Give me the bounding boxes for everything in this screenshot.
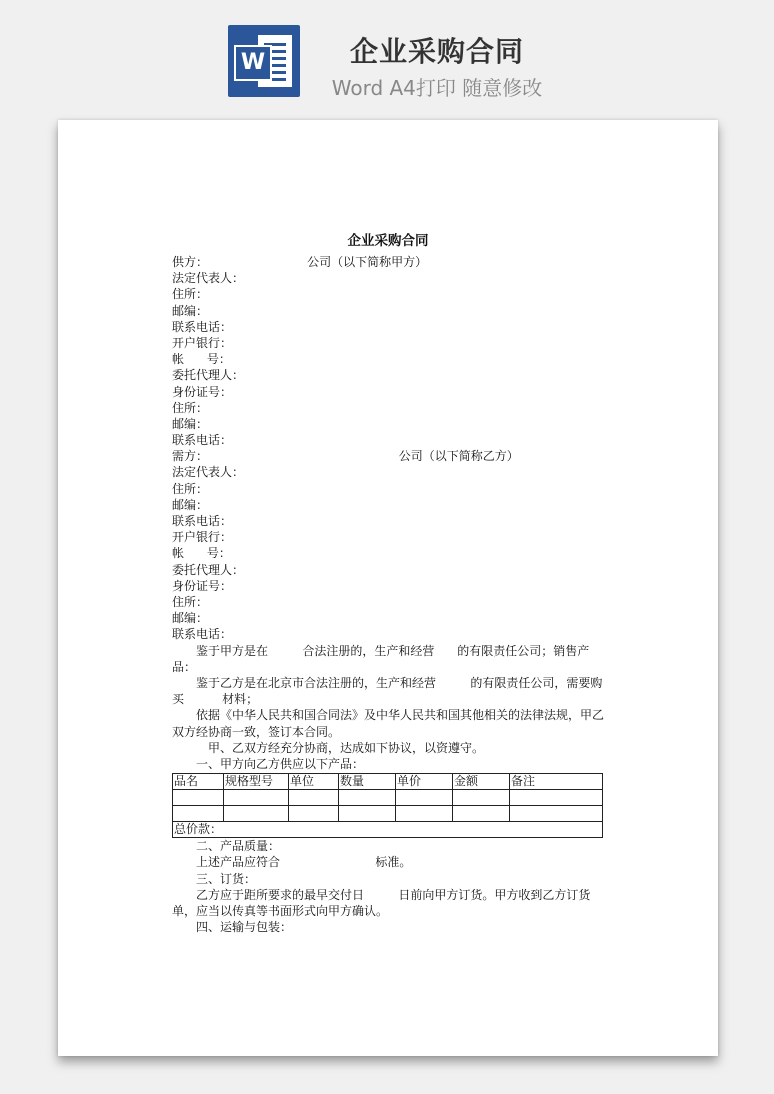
party-line: 委托代理人：	[172, 562, 245, 577]
party-line: 帐 号：	[172, 546, 231, 561]
header-subtitle: Word A4打印 随意修改	[331, 76, 543, 100]
table-header-cell: 金额	[453, 774, 510, 790]
party-line: 住所：	[172, 400, 209, 415]
table-cell	[510, 790, 603, 806]
party-line: 开户银行：	[172, 335, 233, 350]
table-header-cell: 单价	[396, 774, 453, 790]
party-line: 联系电话：	[172, 319, 233, 334]
table-cell	[224, 790, 289, 806]
party-line: 邮编：	[172, 416, 209, 431]
paragraph: 上述产品应符合 标准。	[196, 855, 412, 870]
party-line: 法定代表人：	[172, 271, 245, 286]
party-line: 开户银行：	[172, 530, 233, 545]
party-line: 联系电话：	[172, 627, 233, 642]
header-title: 企业采购合同	[349, 35, 524, 68]
party-line: 邮编：	[172, 611, 209, 626]
total-price-label: 总价款：	[173, 822, 603, 838]
paragraph: 三、订货：	[196, 871, 257, 886]
clauses	[172, 838, 604, 935]
party-line: 需方： 公司（以下简称乙方）	[172, 449, 519, 464]
table-cell	[453, 806, 510, 822]
document-title: 企业采购合同	[347, 233, 429, 249]
table-cell	[339, 790, 396, 806]
party-line: 法定代表人：	[172, 465, 245, 480]
table-cell	[396, 790, 453, 806]
paragraph: 鉴于乙方是在北京市合法注册的，生产和经营 的有限责任公司，需要购买 材料；	[172, 675, 603, 707]
paragraph: 四、运输与包装：	[196, 920, 293, 935]
table-cell	[510, 806, 603, 822]
party-line: 联系电话：	[172, 433, 233, 448]
party-line: 供方： 公司（以下简称甲方）	[172, 255, 428, 269]
paragraph: 鉴于甲方是在 合法注册的，生产和经营 的有限责任公司；销售产品：	[172, 643, 590, 674]
word-icon	[228, 25, 300, 97]
table-row	[173, 790, 603, 806]
document-page	[58, 120, 718, 1056]
table-cell	[396, 806, 453, 822]
table-cell	[173, 806, 224, 822]
table-cell	[453, 790, 510, 806]
party-info	[172, 254, 604, 643]
paragraph: 依据《中华人民共和国合同法》及中华人民共和国其他相关的法律法规，甲乙双方经协商一致，签订本合同。	[172, 708, 605, 739]
table-header-cell: 单位	[289, 774, 339, 790]
word-letter: W	[234, 45, 272, 81]
recitals	[172, 643, 604, 773]
table-cell	[224, 806, 289, 822]
party-line: 联系电话：	[172, 514, 233, 528]
document-body	[172, 232, 604, 935]
table-cell	[289, 806, 339, 822]
table-total-row	[173, 822, 603, 838]
party-line: 住所：	[172, 481, 209, 496]
products-table	[172, 773, 603, 838]
party-line: 身份证号：	[172, 578, 233, 593]
table-header-row	[173, 774, 603, 790]
party-line: 帐 号：	[172, 352, 231, 367]
table-cell	[173, 790, 224, 806]
party-line: 委托代理人：	[172, 368, 245, 383]
table-cell	[339, 806, 396, 822]
party-line: 住所：	[172, 287, 209, 302]
header	[0, 0, 774, 110]
party-line: 身份证号：	[172, 384, 233, 399]
table-cell	[289, 790, 339, 806]
table-header-cell: 规格型号	[224, 774, 289, 790]
paragraph: 乙方应于距所要求的最早交付日 日前向甲方订货。甲方收到乙方订货单，应当以传真等书面形式向甲方确认。	[172, 887, 591, 918]
paragraph: 甲、乙双方经充分协商，达成如下协议，以资遵守。	[208, 740, 485, 755]
party-line: 邮编：	[172, 303, 209, 318]
party-line: 邮编：	[172, 497, 209, 512]
table-header-cell: 备注	[510, 774, 603, 790]
paragraph: 二、产品质量：	[196, 839, 281, 854]
party-line: 住所：	[172, 594, 209, 609]
table-row	[173, 806, 603, 822]
paragraph: 一、甲方向乙方供应以下产品：	[196, 756, 365, 771]
table-header-cell: 品名	[173, 774, 224, 790]
table-header-cell: 数量	[339, 774, 396, 790]
